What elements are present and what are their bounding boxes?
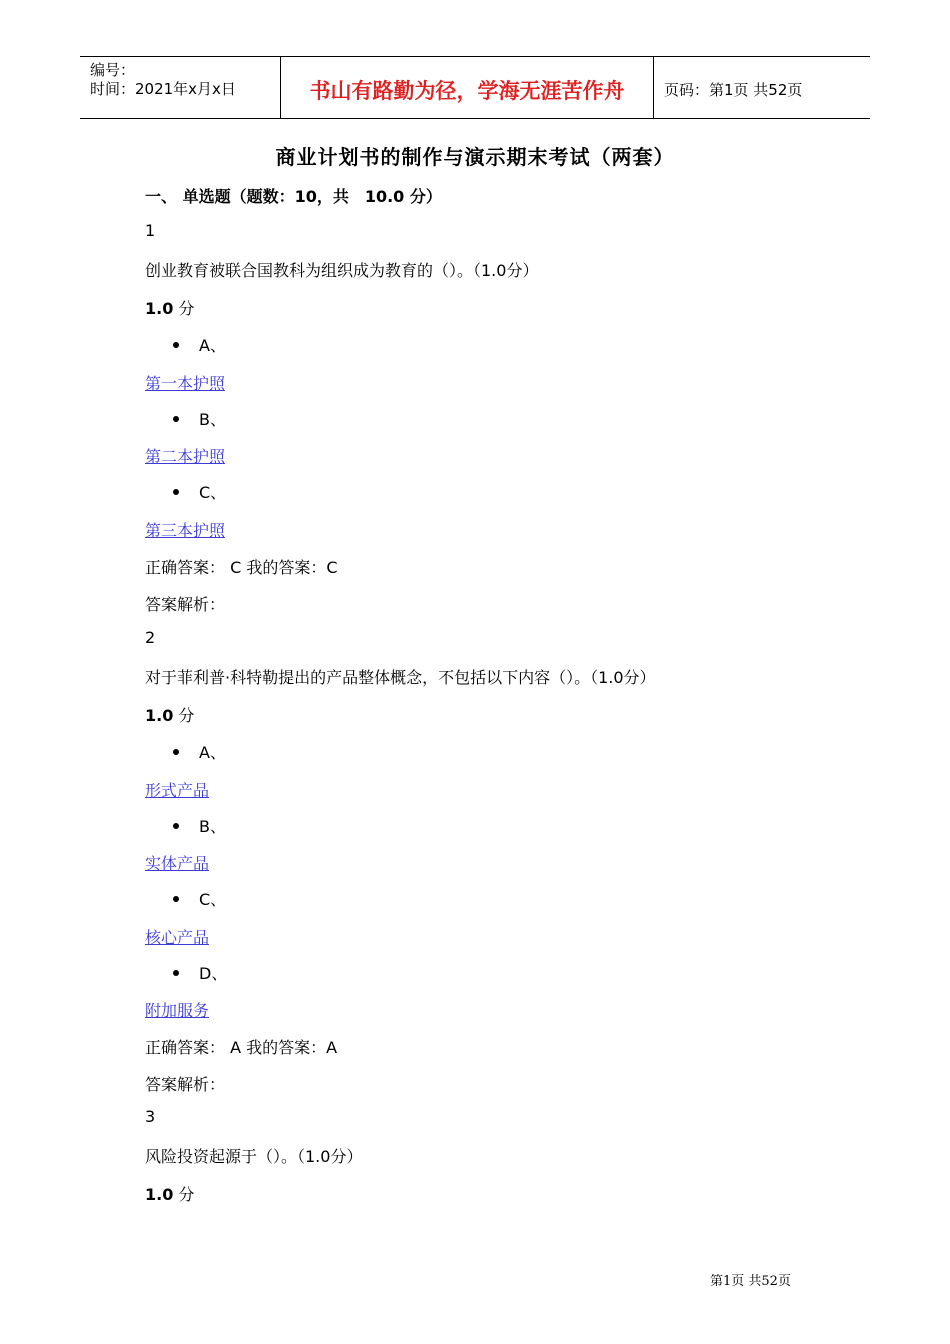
option-link[interactable]: 实体产品 (145, 854, 210, 873)
option-link[interactable]: 第二本护照 (145, 447, 226, 466)
option-bullet: B、 (173, 814, 226, 837)
question-score: 1.0 分 (145, 706, 195, 725)
answer-line: 正确答案： A 我的答案：A (145, 1038, 338, 1057)
option-bullet: C、 (173, 480, 226, 503)
bullet-icon (173, 970, 179, 976)
header-page-label: 页码：第1页 共52页 (664, 81, 803, 99)
header-meta (80, 57, 281, 118)
header-motto: 书山有路勤为径，学海无涯苦作舟 (281, 57, 654, 118)
answer-line: 正确答案： C 我的答案：C (145, 558, 338, 577)
option-bullet: D、 (173, 961, 227, 984)
question-text: 对于菲利普·科特勒提出的产品整体概念，不包括以下内容（）。（1.0分） (145, 668, 656, 687)
analysis-line: 答案解析： (145, 595, 226, 614)
option-bullet: A、 (173, 333, 226, 356)
bullet-icon (173, 342, 179, 348)
option-bullet: C、 (173, 887, 226, 910)
option-bullet: B、 (173, 407, 226, 430)
time-label: 时间：2021年x月x日 (90, 80, 236, 98)
question-score: 1.0 分 (145, 299, 195, 318)
bullet-icon (173, 749, 179, 755)
bullet-icon (173, 896, 179, 902)
question-score: 1.0 分 (145, 1185, 195, 1204)
question-text: 创业教育被联合国教科为组织成为教育的（）。（1.0分） (145, 261, 539, 280)
page-footer: 第1页 共52页 (710, 1274, 791, 1289)
question-number: 2 (145, 628, 156, 647)
bullet-icon (173, 416, 179, 422)
bullet-icon (173, 823, 179, 829)
option-bullet: A、 (173, 740, 226, 763)
option-link[interactable]: 附加服务 (145, 1001, 210, 1020)
page-header (80, 56, 870, 119)
option-link[interactable]: 第三本护照 (145, 521, 226, 540)
option-link[interactable]: 核心产品 (145, 928, 210, 947)
analysis-line: 答案解析： (145, 1075, 226, 1094)
document-title: 商业计划书的制作与演示期末考试（两套） (275, 145, 675, 169)
question-number: 1 (145, 221, 156, 240)
question-number: 3 (145, 1107, 156, 1126)
bullet-icon (173, 489, 179, 495)
question-text: 风险投资起源于（）。（1.0分） (145, 1147, 363, 1166)
option-link[interactable]: 第一本护照 (145, 374, 226, 393)
option-link[interactable]: 形式产品 (145, 781, 210, 800)
section-heading: 一、 单选题（题数：10，共 10.0 分） (145, 187, 442, 206)
number-label: 编号： (90, 61, 136, 79)
